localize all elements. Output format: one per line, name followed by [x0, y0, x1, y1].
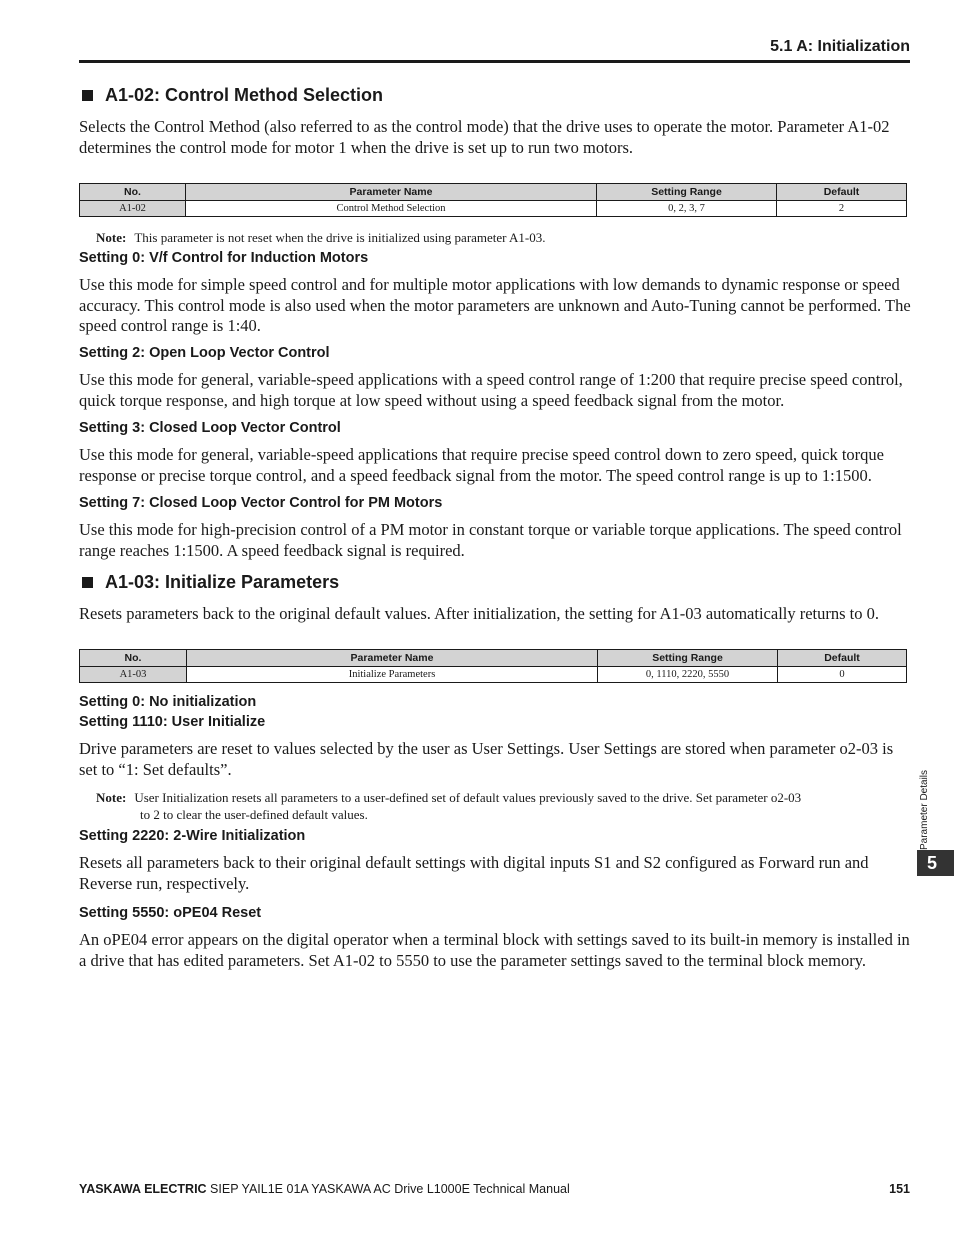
section-intro: Resets parameters back to the original default values. After initialization, the setting for A1-03 automatically returns to 0.	[79, 604, 880, 623]
col-header-default: Default	[777, 184, 907, 201]
table-row	[80, 201, 907, 217]
section-heading-a1-03	[82, 572, 339, 593]
side-tab-label	[919, 750, 933, 850]
table-header-row	[80, 184, 907, 201]
table-header-row	[80, 650, 907, 667]
setting-text: Use this mode for simple speed control and for multiple motor applications with low demands to dynamic response or speed accuracy. This control mode is also used when the motor parameters are unknown and Auto-Tuning cannot be performed. The speed control range is 1:40.	[79, 275, 911, 335]
note-text: This parameter is not reset when the drive is initialized using parameter A1-03.	[134, 230, 546, 245]
col-header-no: No.	[80, 184, 186, 201]
setting-text: Use this mode for high-precision control of a PM motor in constant torque or variable torque applications. The speed control range reaches 1:1500. A speed feedback signal is required.	[79, 520, 902, 560]
note	[96, 789, 801, 806]
parameter-table-a1-02	[79, 183, 907, 217]
setting-heading: Setting 2: Open Loop Vector Control	[79, 345, 330, 361]
cell-name: Initialize Parameters	[187, 667, 598, 683]
col-header-name: Parameter Name	[186, 184, 597, 201]
section-title: A1-02: Control Method Selection	[105, 85, 384, 105]
section-intro: Selects the Control Method (also referred to as the control mode) that the drive uses to operate the motor. Parameter A1-02 determines the control mode for motor 1 when the drive is set up to run two motors.	[79, 117, 890, 157]
setting-heading: Setting 3: Closed Loop Vector Control	[79, 420, 341, 436]
col-header-range: Setting Range	[598, 650, 778, 667]
square-bullet-icon	[82, 577, 93, 588]
setting-heading: Setting 7: Closed Loop Vector Control for PM Motors	[79, 495, 443, 511]
col-header-default: Default	[778, 650, 907, 667]
cell-default: 0	[778, 667, 907, 683]
cell-range: 0, 1110, 2220, 5550	[598, 667, 778, 683]
note-text: User Initialization resets all parameters to a user-defined set of default values previously saved to the drive. Set parameter o2-03	[134, 790, 802, 805]
square-bullet-icon	[82, 90, 93, 101]
note-label: Note:	[96, 230, 127, 245]
setting-text: Use this mode for general, variable-speed applications with a speed control range of 1:200 that require precise speed control, quick torque response, and high torque at low speed without using a speed feedback signal from the motor.	[79, 370, 903, 410]
cell-no: A1-03	[80, 667, 187, 683]
setting-heading: Setting 5550: oPE04 Reset	[79, 905, 262, 921]
col-header-no: No.	[80, 650, 187, 667]
section-header: 5.1 A: Initialization	[770, 38, 910, 55]
setting-text: Drive parameters are reset to values selected by the user as User Settings. User Settings are stored when parameter o2-03 is set to “1: Set defaults”.	[79, 739, 894, 779]
header-rule	[79, 60, 910, 63]
parameter-table-a1-03	[79, 649, 907, 683]
side-tab-text: Parameter Details	[919, 769, 930, 850]
page-number: 151	[889, 1182, 910, 1196]
note-label: Note:	[96, 790, 127, 805]
col-header-range: Setting Range	[597, 184, 777, 201]
table-row	[80, 667, 907, 683]
cell-range: 0, 2, 3, 7	[597, 201, 777, 217]
section-title: A1-03: Initialize Parameters	[105, 572, 340, 592]
section-heading-a1-02	[82, 85, 383, 106]
cell-no: A1-02	[80, 201, 186, 217]
setting-heading: Setting 0: No initialization	[79, 694, 257, 710]
note	[96, 229, 546, 246]
setting-heading: Setting 0: V/f Control for Induction Motors	[79, 250, 369, 266]
setting-heading: Setting 1110: User Initialize	[79, 714, 266, 730]
setting-text: An oPE04 error appears on the digital operator when a terminal block with settings saved to its built-in memory is installed in a drive that has edited parameters. Set A1-02 to 5550 to use the parameter settings saved to the terminal block memory.	[79, 930, 910, 970]
setting-heading: Setting 2220: 2-Wire Initialization	[79, 828, 306, 844]
setting-text: Resets all parameters back to their original default settings with digital inputs S1 and S2 configured as Forward run and Reverse run, respectively.	[79, 853, 869, 893]
footer-doc: SIEP YAIL1E 01A YASKAWA AC Drive L1000E Technical Manual	[206, 1182, 570, 1196]
setting-text: Use this mode for general, variable-speed applications that require precise speed control down to zero speed, quick torque response or precise torque control, and a speed feedback signal from the motor. The speed control range is up to 1:1500.	[79, 445, 885, 485]
footer	[79, 1182, 570, 1196]
cell-default: 2	[777, 201, 907, 217]
col-header-name: Parameter Name	[187, 650, 598, 667]
footer-brand: YASKAWA ELECTRIC	[79, 1182, 207, 1196]
note-continuation: to 2 to clear the user-defined default values.	[140, 807, 368, 822]
cell-name: Control Method Selection	[186, 201, 597, 217]
chapter-tab: 5	[917, 850, 954, 876]
